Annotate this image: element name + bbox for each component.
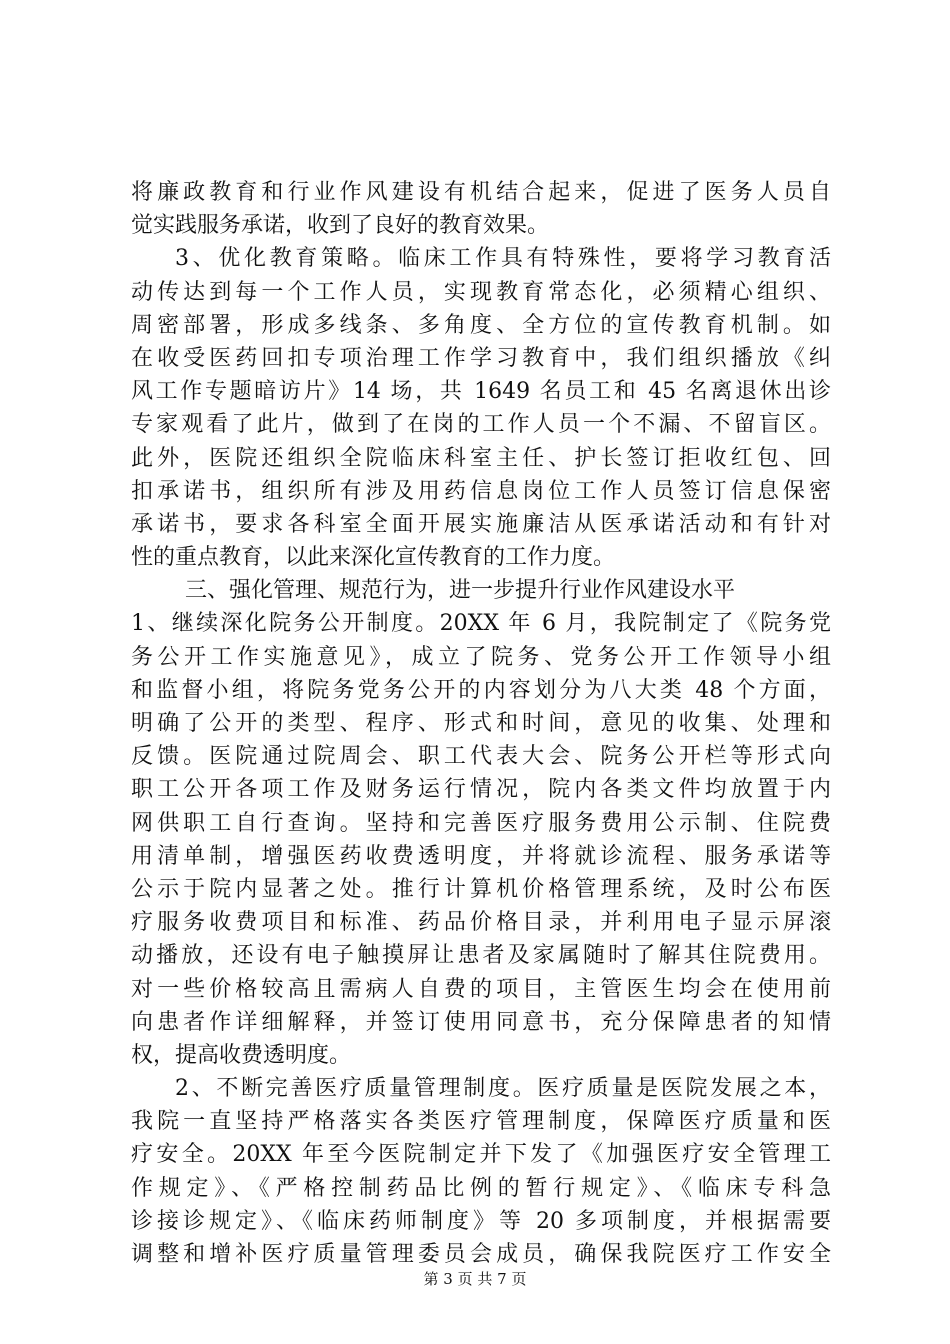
text-line: 风工作专题暗访片》14 场，共 1649 名员工和 45 名离退休出诊 <box>131 379 831 405</box>
text-line: 在收受医药回扣专项治理工作学习教育中，我们组织播放《纠 <box>131 345 831 371</box>
text-line: 动传达到每一个工作人员，实现教育常态化，必须精心组织、 <box>131 279 831 305</box>
text-line: 对一些价格较高且需病人自费的项目，主管医生均会在使用前 <box>131 976 831 1002</box>
text-line: 用清单制，增强医药收费透明度，并将就诊流程、服务承诺等 <box>131 843 831 869</box>
text-line: 1、继续深化院务公开制度。20XX 年 6 月，我院制定了《院务党 <box>131 611 831 637</box>
text-line: 动播放，还设有电子触摸屏让患者及家属随时了解其住院费用。 <box>131 943 831 969</box>
text-line: 承诺书，要求各科室全面开展实施廉洁从医承诺活动和有针对 <box>131 511 831 537</box>
text-line: 作规定》、《严格控制药品比例的暂行规定》、《临床专科急 <box>131 1175 831 1201</box>
text-line: 我院一直坚持严格落实各类医疗管理制度，保障医疗质量和医 <box>131 1109 831 1135</box>
text-line: 专家观看了此片，做到了在岗的工作人员一个不漏、不留盲区。 <box>131 412 831 438</box>
text-line: 职工公开各项工作及财务运行情况，院内各类文件均放置于内 <box>131 777 831 803</box>
text-line: 公示于院内显著之处。推行计算机价格管理系统，及时公布医 <box>131 876 831 902</box>
text-line: 诊接诊规定》、《临床药师制度》等 20 多项制度，并根据需要 <box>131 1208 831 1234</box>
body-text <box>131 176 831 1271</box>
text-line: 务公开工作实施意见》，成立了院务、党务公开工作领导小组 <box>131 644 831 670</box>
text-line: 3、优化教育策略。临床工作具有特殊性，要将学习教育活 <box>175 246 831 272</box>
page-number-footer: 第 3 页 共 7 页 <box>423 1270 527 1288</box>
text-line: 疗安全。20XX 年至今医院制定并下发了《加强医疗安全管理工 <box>131 1142 831 1168</box>
text-line: 2、不断完善医疗质量管理制度。医疗质量是医院发展之本， <box>175 1076 831 1102</box>
text-line: 性的重点教育，以此来深化宣传教育的工作力度。 <box>131 545 616 571</box>
text-line: 周密部署，形成多线条、多角度、全方位的宣传教育机制。如 <box>131 312 831 338</box>
text-line: 调整和增补医疗质量管理委员会成员，确保我院医疗工作安全 <box>131 1242 831 1267</box>
text-line: 此外，医院还组织全院临床科室主任、护长签订拒收红包、回 <box>131 445 831 471</box>
text-line: 将廉政教育和行业作风建设有机结合起来，促进了医务人员自 <box>131 180 831 205</box>
text-line: 权，提高收费透明度。 <box>131 1042 352 1068</box>
text-line: 反馈。医院通过院周会、职工代表大会、院务公开栏等形式向 <box>131 744 831 770</box>
text-line: 扣承诺书，组织所有涉及用药信息岗位工作人员签订信息保密 <box>131 478 831 504</box>
text-line: 觉实践服务承诺，收到了良好的教育效果。 <box>131 213 550 239</box>
section-heading: 三、强化管理、规范行为，进一步提升行业作风建设水平 <box>185 578 736 604</box>
text-line: 疗服务收费项目和标准、药品价格目录，并利用电子显示屏滚 <box>131 910 831 936</box>
text-line: 向患者作详细解释，并签订使用同意书，充分保障患者的知情 <box>131 1009 831 1035</box>
text-line: 明确了公开的类型、程序、形式和时间，意见的收集、处理和 <box>131 711 831 736</box>
text-line: 网供职工自行查询。坚持和完善医疗服务费用公示制、住院费 <box>131 810 831 836</box>
text-line: 和监督小组，将院务党务公开的内容划分为八大类 48 个方面， <box>131 677 831 703</box>
